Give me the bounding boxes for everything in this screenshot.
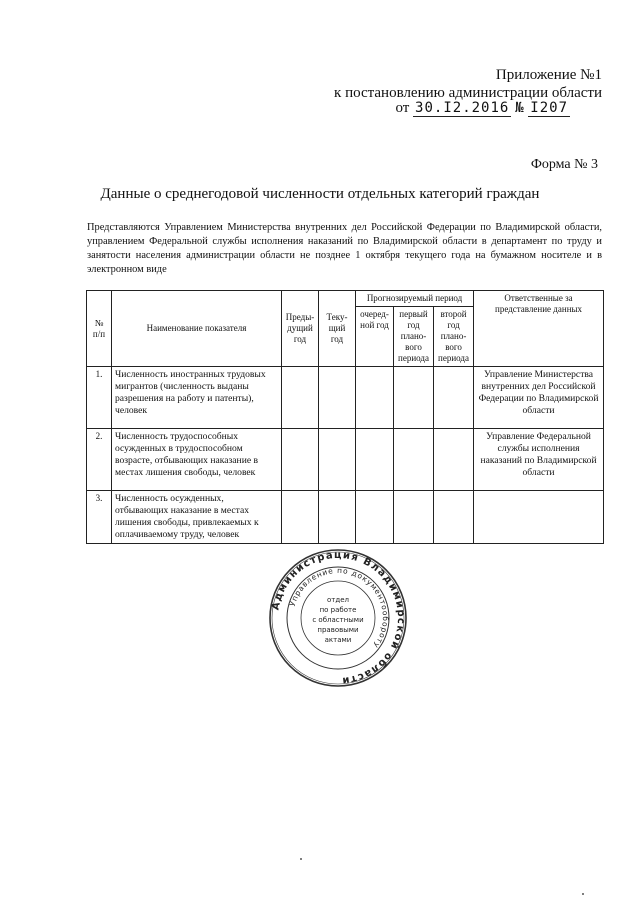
table-row [87, 429, 604, 491]
stamp-outer-text: Администрация Владимирской области [270, 549, 407, 687]
cell-next-year [356, 367, 394, 429]
cell-second-plan [434, 367, 474, 429]
header-second-plan: второй год плано-вого периода [434, 307, 474, 367]
row-responsible [474, 491, 604, 544]
cell-first-plan [394, 491, 434, 544]
data-table [86, 290, 604, 544]
header-prev-year: Преды-дущий год [282, 291, 319, 367]
row-num: 2. [87, 429, 112, 491]
cell-second-plan [434, 429, 474, 491]
cell-cur-year [319, 429, 356, 491]
cell-next-year [356, 429, 394, 491]
cell-first-plan [394, 367, 434, 429]
resolution-date-line [395, 100, 570, 117]
resolution-number: I207 [530, 100, 568, 116]
table-row [87, 491, 604, 544]
header-responsible: Ответственные за представление данных [474, 291, 604, 367]
cell-prev-year [282, 429, 319, 491]
stamp-center-line: с областными [312, 616, 364, 624]
official-stamp [268, 548, 408, 688]
header-cur-year: Теку-щий год [319, 291, 356, 367]
header-next-year: очеред-ной год [356, 307, 394, 367]
header-forecast: Прогнозируемый период [356, 291, 474, 307]
scan-speck [582, 893, 584, 895]
cell-second-plan [434, 491, 474, 544]
document-title: Данные о среднегодовой численности отдельных категорий граждан [100, 186, 540, 202]
cell-prev-year [282, 367, 319, 429]
cell-next-year [356, 491, 394, 544]
number-sign: № [515, 100, 525, 116]
resolution-date: 30.I2.2016 [415, 100, 510, 116]
scan-speck [300, 858, 302, 860]
cell-first-plan [394, 429, 434, 491]
stamp-center-line: по работе [319, 606, 357, 614]
row-name: Численность иностранных трудовых мигрантов (численность выданы разрешения на работу и патенты), человек [112, 367, 282, 429]
stamp-center-line: отдел [327, 596, 349, 604]
intro-paragraph: Представляются Управлением Министерства внутренних дел Российской Федерации по Владимирской области, управлением Федеральной службы исполнения наказаний по Владимирской области в департамент по труду и занятости населения администрации области не позднее 1 октября текущего года на бумажном носителе и в электронном виде [87, 222, 602, 275]
form-number: Форма № 3 [530, 157, 598, 172]
cell-prev-year [282, 491, 319, 544]
table-row [87, 367, 604, 429]
row-name: Численность трудоспособных осужденных в трудоспособном возрасте, отбывающих наказание в местах лишения свободы, человек [112, 429, 282, 491]
header-first-plan: первый год плано-вого периода [394, 307, 434, 367]
stamp-inner-text: Управление по документообороту [287, 565, 391, 651]
row-responsible: Управление Министерства внутренних дел Российской Федерации по Владимирской области [474, 367, 604, 429]
appendix-title: Приложение №1 [495, 67, 602, 83]
row-num: 3. [87, 491, 112, 544]
appendix-resolution: к постановлению администрации области [334, 85, 602, 101]
cell-cur-year [319, 367, 356, 429]
row-responsible: Управление Федеральной службы исполнения наказаний по Владимирской области [474, 429, 604, 491]
cell-cur-year [319, 491, 356, 544]
stamp-center-line: правовыми [317, 626, 359, 634]
header-name: Наименование показателя [112, 291, 282, 367]
row-num: 1. [87, 367, 112, 429]
row-name: Численность осужденных, отбывающих наказание в местах лишения свободы, привлекаемых к оплачиваемому труду, человек [112, 491, 282, 544]
date-prefix: от [395, 100, 410, 116]
stamp-center-line: актами [324, 636, 352, 644]
header-num: № п/п [87, 291, 112, 367]
